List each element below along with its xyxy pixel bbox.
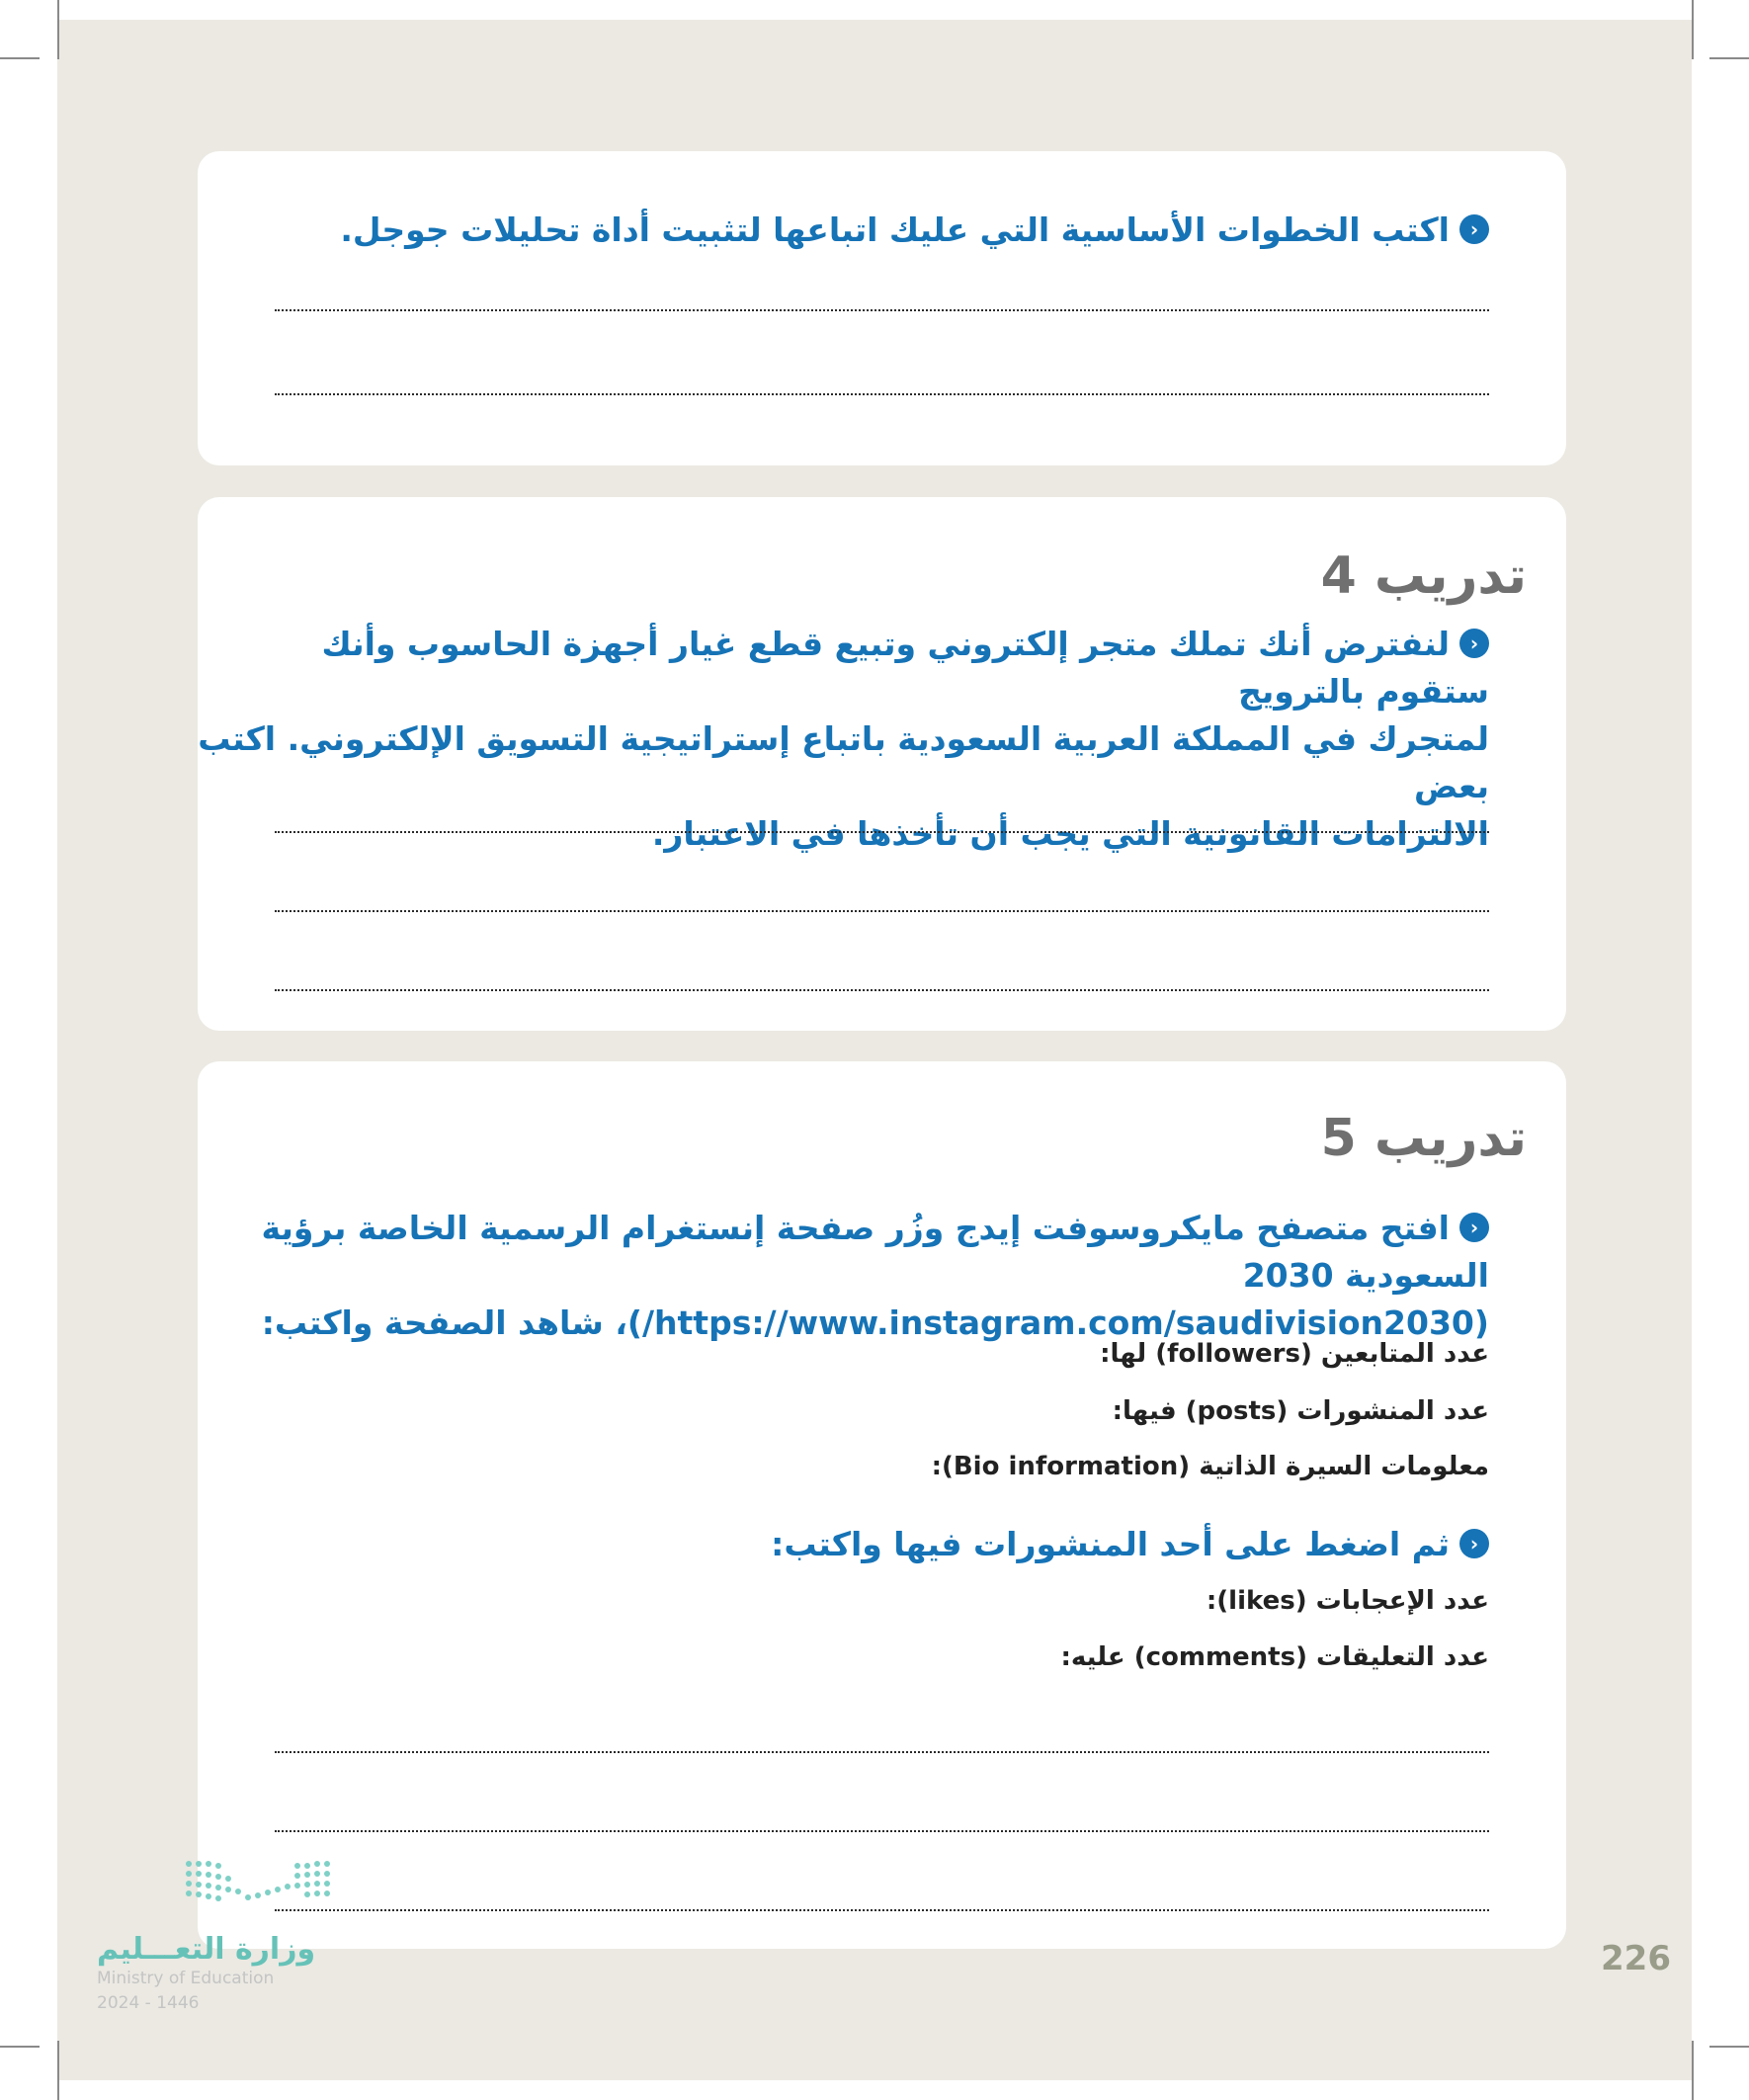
chevron-left-circle-icon: ‹ <box>1459 214 1489 244</box>
crop-mark <box>0 2046 40 2048</box>
answer-line[interactable] <box>275 910 1489 912</box>
answer-line[interactable] <box>275 1909 1489 1911</box>
crop-mark <box>1709 57 1749 59</box>
bio-prompt: معلومات السيرة الذاتية (Bio information): <box>931 1452 1489 1481</box>
ministry-name-english: Ministry of Education <box>97 1969 275 1988</box>
crop-mark <box>1709 2046 1749 2048</box>
exercise-5-question-2: ‹ثم اضغط على أحد المنشورات فيها واكتب: <box>771 1521 1489 1568</box>
ministry-logo-icon <box>183 1858 351 1917</box>
question-top: ‹اكتب الخطوات الأساسية التي عليك اتباعها لتثبيت أداة تحليلات جوجل. <box>340 207 1489 254</box>
exercise-4-title: تدريب 4 <box>1320 546 1527 606</box>
crop-mark <box>57 0 59 59</box>
answer-line[interactable] <box>275 393 1489 395</box>
chevron-left-circle-icon: ‹ <box>1459 629 1489 658</box>
crop-mark <box>1692 0 1694 59</box>
ministry-year: 2024 - 1446 <box>97 1993 200 2013</box>
posts-prompt: عدد المنشورات (posts) فيها: <box>1112 1396 1489 1426</box>
answer-line[interactable] <box>275 1751 1489 1753</box>
ministry-name-arabic: وزارة التعـــليم <box>97 1932 316 1967</box>
answer-line[interactable] <box>275 989 1489 991</box>
likes-prompt: عدد الإعجابات (likes): <box>1206 1586 1489 1616</box>
chevron-left-circle-icon: ‹ <box>1459 1529 1489 1558</box>
exercise-4-question: ‹لنفترض أنك تملك متجر إلكتروني وتبيع قطع غيار أجهزة الحاسوب وأنك ستقوم بالترويج لمتجرك في المملكة العربية السعودية باتباع إستراتيجية التسويق الإلكتروني. اكتب بعض الالتزامات القانونية التي يجب أن تأخذها في الاعتبار. <box>198 625 1489 853</box>
comments-prompt: عدد التعليقات (comments) عليه: <box>1060 1642 1489 1672</box>
question-card-top <box>198 151 1566 465</box>
answer-line[interactable] <box>275 309 1489 311</box>
answer-line[interactable] <box>275 831 1489 833</box>
answer-line[interactable] <box>275 1830 1489 1832</box>
exercise-4-card <box>198 497 1566 1031</box>
chevron-left-circle-icon: ‹ <box>1459 1213 1489 1242</box>
followers-prompt: عدد المتابعين (followers) لها: <box>1100 1339 1489 1369</box>
page-number: 226 <box>1601 1939 1671 1978</box>
crop-mark <box>0 57 40 59</box>
exercise-5-title: تدريب 5 <box>1320 1109 1527 1168</box>
exercise-5-question-1: ‹افتح متصفح مايكروسوفت إيدج وزُر صفحة إنستغرام الرسمية الخاصة برؤية السعودية 2030 (https://www.instagram.com/saudivision2030/)، شاهد الصفحة واكتب: <box>261 1209 1489 1342</box>
crop-mark <box>57 2041 59 2100</box>
crop-mark <box>1692 2041 1694 2100</box>
exercise-5-card <box>198 1061 1566 1949</box>
